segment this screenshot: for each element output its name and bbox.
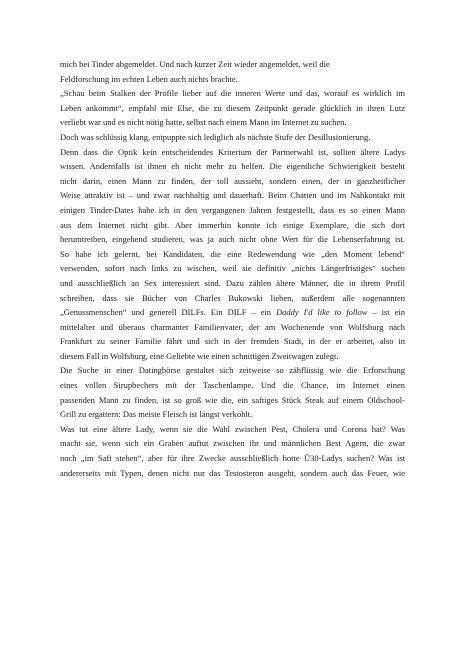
text-line [60,349,405,364]
body-text [60,57,405,480]
text-line [60,247,405,262]
text-line [60,130,405,145]
text-line [60,145,405,160]
text-line [60,203,405,218]
text-run: Die Suche in einer Datingbörse gestaltet sich zeitweise so zähflüssig wie die Erforschung [60,365,405,376]
text-run: macht sie, wenn sich ein Graben auftut zwischen ihr und männlichen Best Agern, die zwar [60,438,405,449]
text-line [60,305,405,320]
text-run: mich bei Tinder abgemeldet. Und nach kurzer Zeit wieder angemeldet, weil die [60,59,330,69]
text-run: verliebt war und es nicht nötig hatte, selbst nach einem Mann im Internet zu suchen. [60,117,347,128]
text-line [60,232,405,247]
text-run: Feldforschung im echten Leben auch nichts brachte. [60,73,238,84]
text-line [60,466,405,481]
text-line [60,393,405,408]
text-line [60,363,405,378]
text-line [60,159,405,174]
text-line [60,57,405,72]
text-run: „Genussmenschen“ und generell DILFs. Ein DILF – ein [60,307,276,318]
text-run: Was tut eine ältere Lady, wenn sie die Wahl zwischen Pest, Cholera und Corona hat? Was [60,423,405,434]
text-run: einigen Tinder-Dates habe ich in den vergangenen Jahren festgestellt, dass es so einen Mann [60,204,405,215]
text-run: eines vollen Sirupbechers mit der Taschenlampe. Und die Chance, im Internet einen [60,380,405,391]
text-line [60,261,405,276]
text-run: herumtreiben, eingehend studieren, was ja auch nicht ohne Wert für die Lebenserfahrung ist. [60,234,405,245]
text-line [60,101,405,116]
text-line [60,451,405,466]
text-run: passenden Mann zu finden, ist so groß wie die, ein saftiges Stück Steak auf einem Oldschool- [60,394,405,405]
text-run: aus dem Internet nicht gibt. Aber immerhin konnte ich einige Exemplare, die sich dort [60,219,405,230]
text-run: So habe ich gelernt, bei Kandidaten, die eine Redewendung wie „den Moment lebend“ [60,248,405,259]
text-run: andererseits mit Typen, denen nicht nur das Testosteron ausgeht, sondern auch das Feuer, wie [60,467,405,478]
text-run: Weise attraktiv ist – und zwar nachhaltig und dauerhaft. Beim Chatten und im Nahkontakt mit [60,190,405,201]
text-run: wissen. Andernfalls ist ihnen eh nicht mehr zu helfen. Die eigentliche Schwierigkeit besteht [60,161,405,172]
text-line [60,188,405,203]
text-line [60,276,405,291]
text-run: Doch was schlüssig klang, entpuppte sich lediglich als nächste Stufe der Desillusionierung. [60,131,371,142]
text-line [60,174,405,189]
text-run: Denn dass die Optik kein entscheidendes Kriterium der Partnerwahl ist, sollten ältere Ladys [60,146,405,157]
text-line [60,291,405,306]
text-run: Grill zu ergattern: Das meiste Fleisch ist längst verkohlt. [60,409,253,420]
italic-run: Daddy I'd like to follow [275,307,368,318]
text-line [60,334,405,349]
text-line [60,378,405,393]
text-run: diesem Fall in Wolfsburg, eine Geliebte wie einen schnittigen Zweitwagen zulegt. [60,350,339,361]
text-run: Frankfurt zu seiner Familie fährt und sich in der fremden Stadt, in der er arbeitet, also in [60,336,405,347]
text-line [60,218,405,233]
text-line [60,86,405,101]
text-run: – ist ein [367,307,405,318]
text-line [60,72,405,87]
text-line [60,115,405,130]
text-run: „Schau beim Stalken der Profile lieber auf die inneren Werte und das, worauf es wirklich im [60,88,405,99]
text-run: mittelalter und überaus charmanter Familienvater, der am Wochenende von Wolfsburg nach [60,321,405,332]
text-line [60,436,405,451]
text-run: noch „im Saft stehen“, aber für ihre Zwecke ausschließlich hotte Ü30-Ladys suchen? Was ist [60,453,405,464]
text-run: verwenden, sofort nach links zu wischen, weil sie definitiv „nichts Längerfristiges“ suchen [60,263,405,274]
text-line [60,422,405,437]
text-run: nicht darin, einen Mann zu finden, der toll aussieht, sondern einen, der in ganzheitlicher [60,175,405,186]
text-line [60,407,405,422]
text-line [60,320,405,335]
text-run: Leben ankommt“, empfahl mir Else, die zu diesem Zeitpunkt gerade glücklich in ihren Lutz [60,102,405,113]
text-run: schreiben, dass sie Bücher von Charles Bukowski lieben, außerdem alle sogenannten [60,292,405,303]
text-run: und ausschließlich an Sex interessiert sind. Dazu zählen ältere Männer, die in ihrem Profil [60,277,405,288]
